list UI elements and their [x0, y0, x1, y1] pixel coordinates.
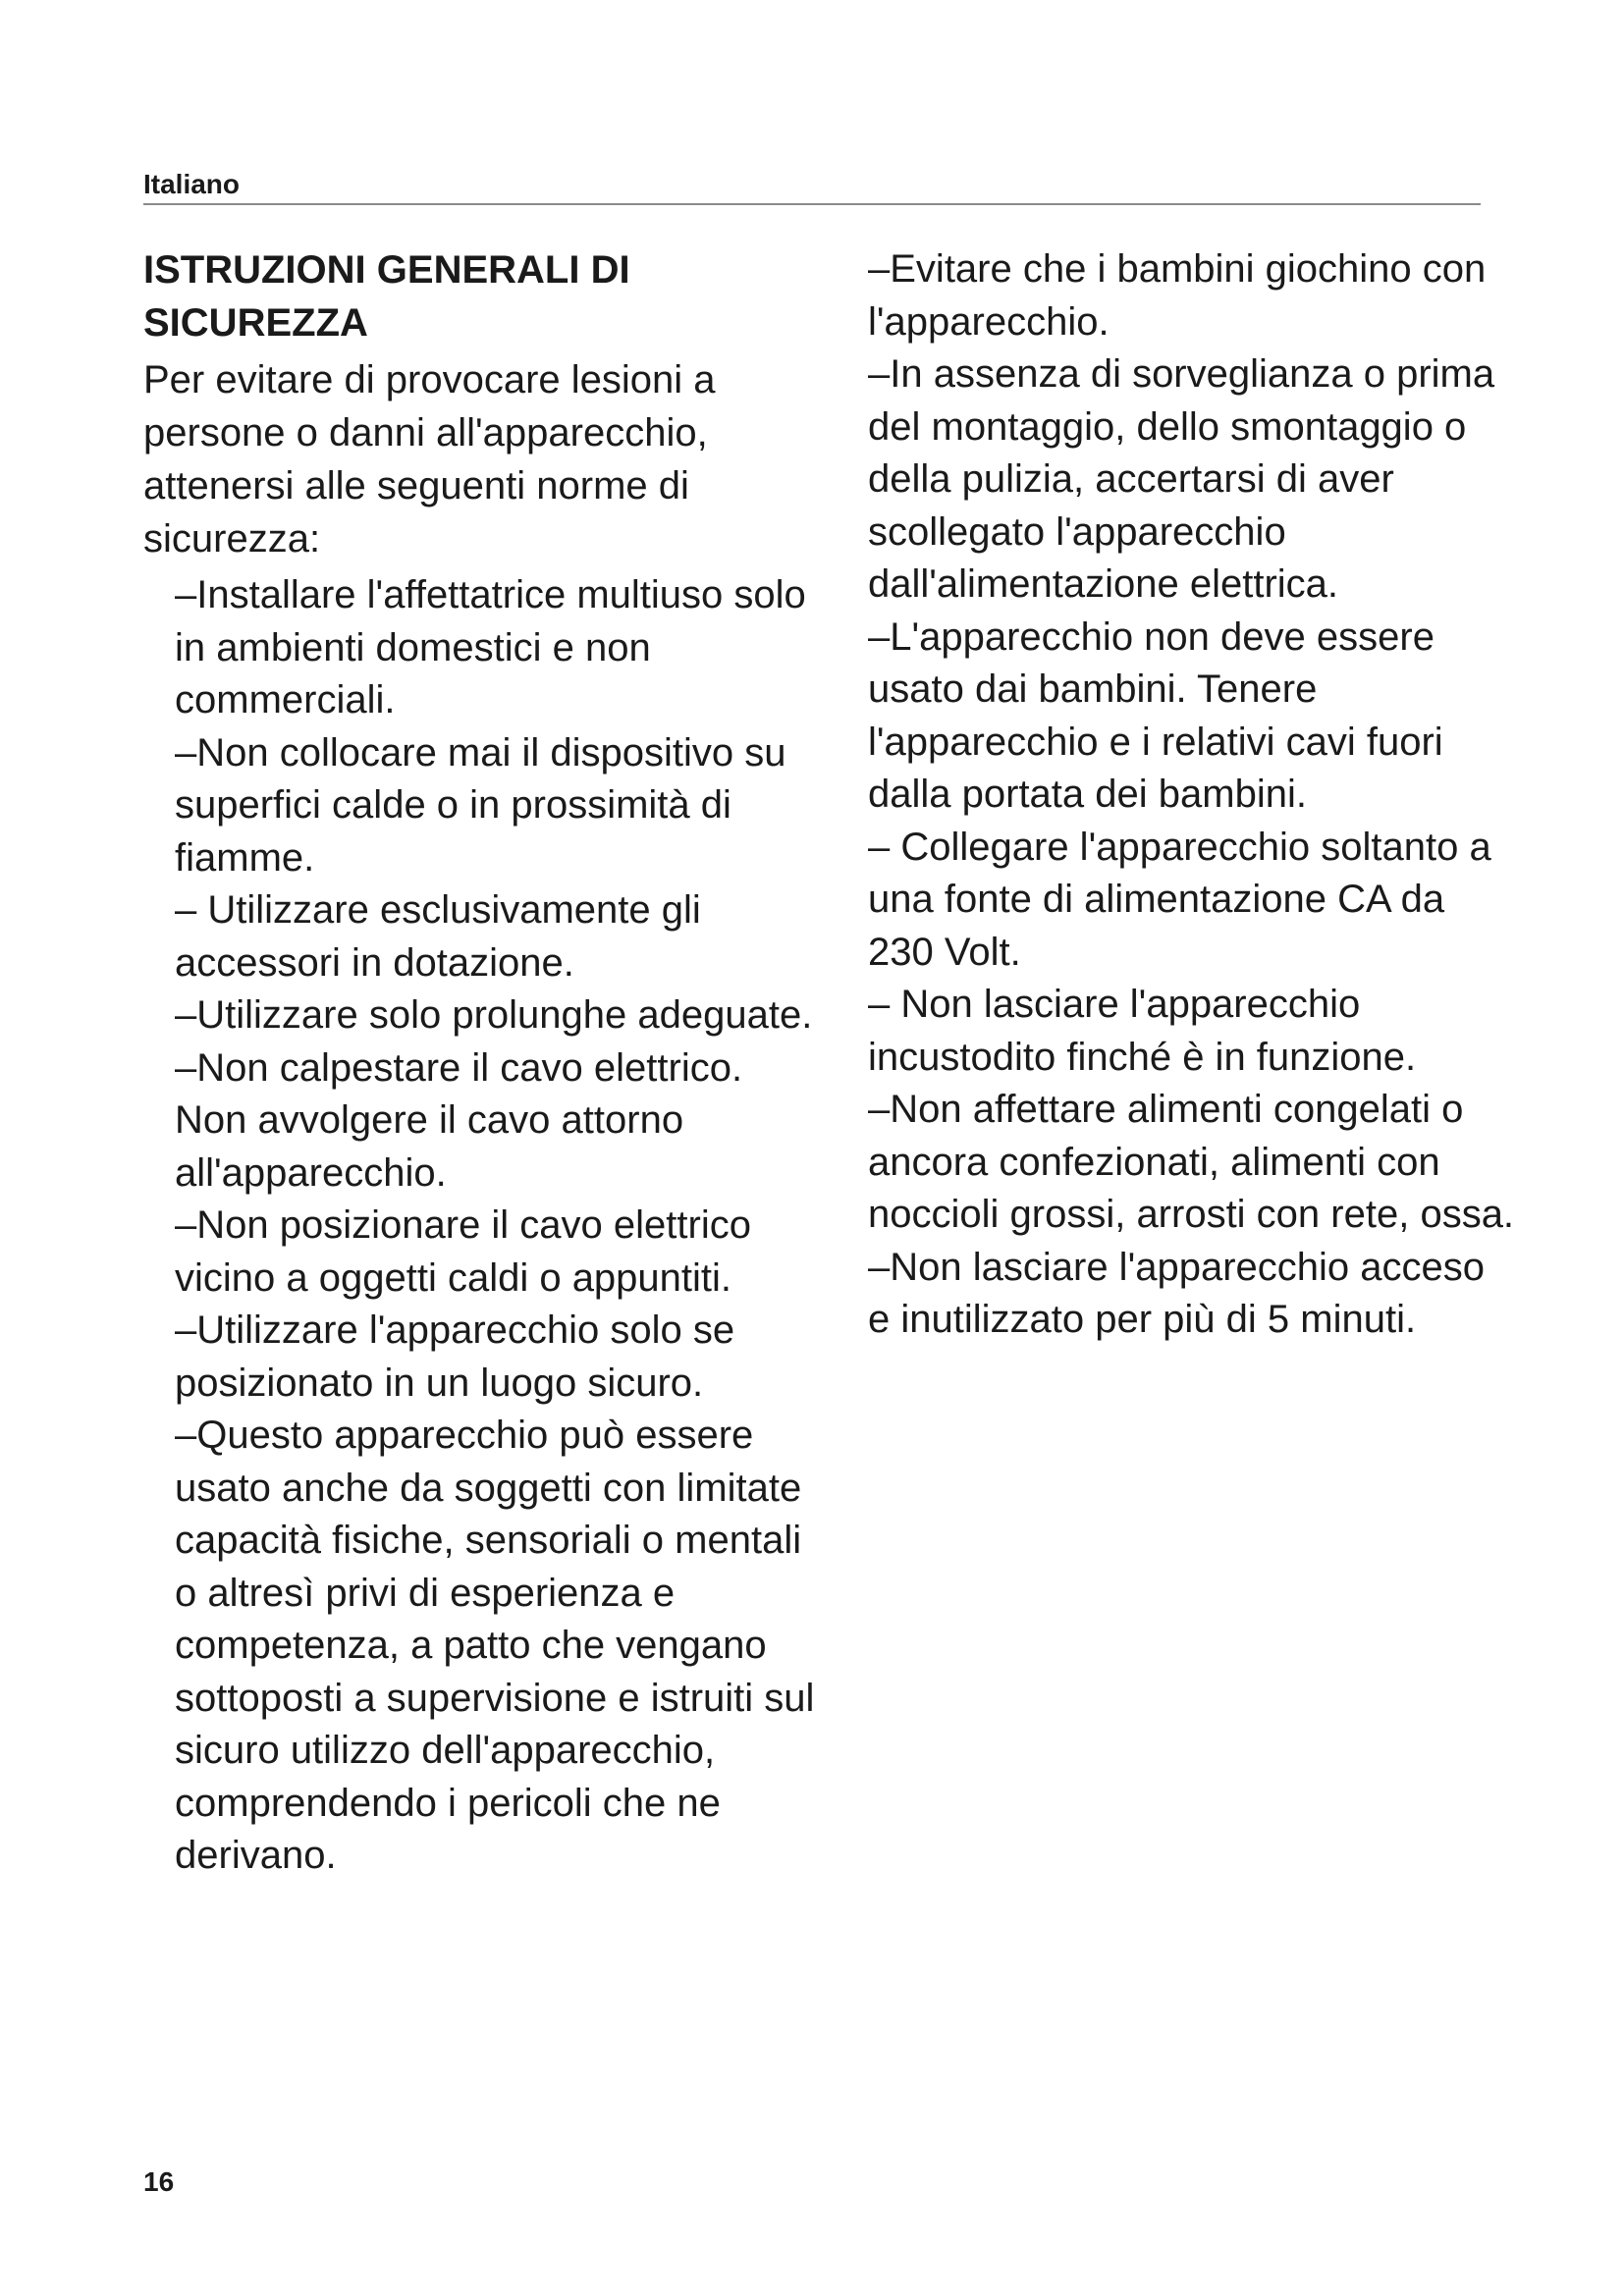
- right-column: [868, 243, 1516, 1347]
- left-column: [143, 243, 831, 1883]
- intro-text: Per evitare di provocare lesioni a persone o danni all'apparecchio, attenersi alle seguenti norme di sicurezza:: [143, 358, 716, 561]
- rule-item: –Non posizionare il cavo elettrico vicino a oggetti caldi o appuntiti.: [175, 1203, 751, 1300]
- rule-item: – Utilizzare esclusivamente gli accessori in dotazione.: [175, 888, 701, 985]
- rule-item: –Non affettare alimenti congelati o ancora confezionati, alimenti con noccioli grossi, arrosti con rete, ossa.: [868, 1088, 1515, 1236]
- section-title: ISTRUZIONI GENERALI DI SICUREZZA: [143, 248, 630, 345]
- rule-item: –Utilizzare solo prolunghe adeguate.: [175, 993, 813, 1037]
- left-rules-list: [143, 569, 823, 1883]
- rule-item: –L'apparecchio non deve essere usato dai bambini. Tenere l'apparecchio e i relativi cavi fuori dalla portata dei bambini.: [868, 614, 1443, 816]
- rule-item: –Non collocare mai il dispositivo su superfici calde o in prossimità di fiamme.: [175, 730, 786, 880]
- header-language: Italiano: [143, 169, 241, 199]
- rule-item: –Non calpestare il cavo elettrico. Non avvolgere il cavo attorno all'apparecchio.: [175, 1045, 743, 1195]
- page-number: 16: [143, 2166, 175, 2197]
- rule-item: –In assenza di sorveglianza o prima del montaggio, dello smontaggio o della pulizia, accertarsi di aver scollegato l'apparecchio dall'alimentazione elettrica.: [868, 352, 1495, 606]
- rule-item: –Utilizzare l'apparecchio solo se posizionato in un luogo sicuro.: [175, 1308, 735, 1405]
- header-divider: [143, 203, 1481, 205]
- right-rules-list: [868, 243, 1516, 1347]
- rule-item: –Evitare che i bambini giochino con l'apparecchio.: [868, 247, 1487, 344]
- rule-item: –Installare l'affettatrice multiuso solo in ambienti domestici e non commerciali.: [175, 573, 806, 721]
- rule-item: –Non lasciare l'apparecchio acceso e inutilizzato per più di 5 minuti.: [868, 1245, 1485, 1341]
- rule-item: – Non lasciare l'apparecchio incustodito finché è in funzione.: [868, 983, 1417, 1079]
- rule-item: – Collegare l'apparecchio soltanto a una fonte di alimentazione CA da 230 Volt.: [868, 825, 1491, 974]
- rule-item: –Questo apparecchio può essere usato anche da soggetti con limitate capacità fisiche, sensoriali o mentali o altresì privi di esperienza e competenza, a patto che vengano sottoposti a supervisione e istruiti sul sicuro utilizzo dell'apparecchio, comprendendo i pericoli che ne derivano.: [175, 1414, 815, 1877]
